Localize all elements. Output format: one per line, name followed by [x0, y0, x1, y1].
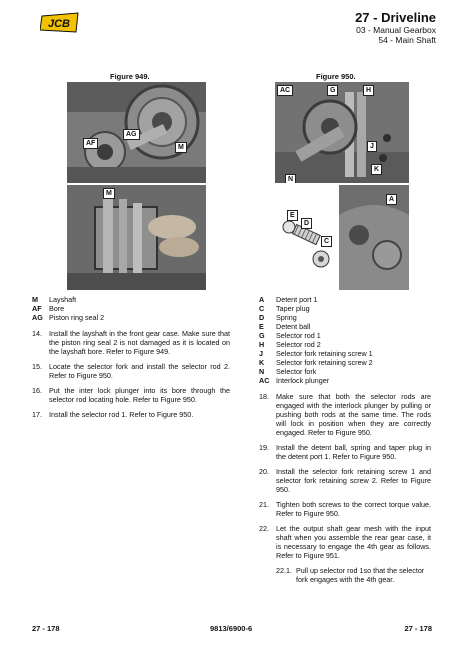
callout-m-top: M — [175, 142, 187, 153]
legend-item: N Selector fork — [259, 367, 317, 376]
figure-950-title: Figure 950. — [316, 72, 356, 81]
footer-doc-number: 9813/6900-6 — [210, 624, 253, 633]
jcb-logo — [40, 12, 80, 34]
figure-949-title: Figure 949. — [110, 72, 150, 81]
callout-d: D — [301, 218, 312, 229]
chapter-title: 27 - Driveline — [355, 10, 436, 25]
callout-g: G — [327, 85, 338, 96]
figure-950-legend — [259, 295, 431, 385]
procedure-step: 15. Locate the selector fork and install the selector rod 2. Refer to Figure 950. — [32, 362, 230, 380]
callout-m-bottom: M — [103, 188, 115, 199]
legend-item: AF Bore — [32, 304, 65, 313]
right-column — [259, 295, 431, 584]
legend-item: AG Piston ring seal 2 — [32, 313, 105, 322]
procedure-steps-right — [259, 392, 431, 584]
legend-item: K Selector fork retaining screw 2 — [259, 358, 373, 367]
legend-item: C Taper plug — [259, 304, 310, 313]
page-header — [355, 10, 436, 45]
callout-ac: AC — [277, 85, 293, 96]
legend-item: J Selector fork retaining screw 1 — [259, 349, 373, 358]
callout-ag: AG — [123, 129, 140, 140]
callout-c: C — [321, 236, 332, 247]
callout-a: A — [386, 194, 397, 205]
legend-item: H Selector rod 2 — [259, 340, 321, 349]
callout-n: N — [285, 174, 296, 183]
subsection-title: 54 - Main Shaft — [378, 35, 436, 45]
figure-950-parts-inset — [275, 185, 339, 290]
legend-item: D Spring — [259, 313, 297, 322]
procedure-substep: 22.1. Pull up selector rod 1so that the selector fork engages with the 4th gear. — [276, 566, 425, 584]
left-column — [32, 295, 230, 425]
section-title: 03 - Manual Gearbox — [356, 25, 436, 35]
procedure-step: 20. Install the selector fork retaining screw 1 and selector fork retaining screw 2. Refer to Figure 950. — [259, 467, 431, 494]
procedure-step: 22. Let the output shaft gear mesh with the input shaft when you assemble the rear gear case, it is necessary to engage the 4th gear as follows. Refer to Figure 951. — [259, 524, 431, 560]
legend-item: G Selector rod 1 — [259, 331, 321, 340]
procedure-steps-left — [32, 329, 230, 419]
callout-j: J — [367, 141, 377, 152]
figure-950-bottom-photo — [339, 185, 409, 290]
figure-949-bottom-photo — [67, 185, 206, 290]
legend-item: E Detent ball — [259, 322, 311, 331]
callout-af: AF — [83, 138, 98, 149]
procedure-step: 18. Make sure that both the selector rods are engaged with the interlock plunger by pulling or pushing both rods at the same time. The rods will lock in position when they are correctly engaged. Refer to Figure 950. — [259, 392, 431, 437]
procedure-step: 19. Install the detent ball, spring and taper plug in the detent port 1. Refer to Figure 950. — [259, 443, 431, 461]
figure-949-legend — [32, 295, 230, 322]
footer-page-left: 27 - 178 — [32, 624, 60, 633]
procedure-step: 16. Put the inter lock plunger into its bore through the selector rod locating hole. Refer to Figure 950. — [32, 386, 230, 404]
legend-item: A Detent port 1 — [259, 295, 318, 304]
legend-item: M Layshaft — [32, 295, 77, 304]
procedure-step: 17. Install the selector rod 1. Refer to Figure 950. — [32, 410, 194, 419]
legend-item: AC Interlock plunger — [259, 376, 330, 385]
footer-page-right: 27 - 178 — [404, 624, 432, 633]
procedure-step: 14. Install the layshaft in the front gear case. Make sure that the piston ring seal 2 is not damaged as it is located on the layshaft bore. Refer to Figure 949. — [32, 329, 230, 356]
procedure-step: 21. Tighten both screws to the correct torque value. Refer to Figure 950. — [259, 500, 431, 518]
figure-950-top-photo — [275, 82, 409, 183]
logo-text: JCB — [47, 18, 71, 30]
callout-e: E — [287, 210, 298, 221]
callout-h: H — [363, 85, 374, 96]
figure-949-top-photo — [67, 82, 206, 183]
callout-k: K — [371, 164, 382, 175]
